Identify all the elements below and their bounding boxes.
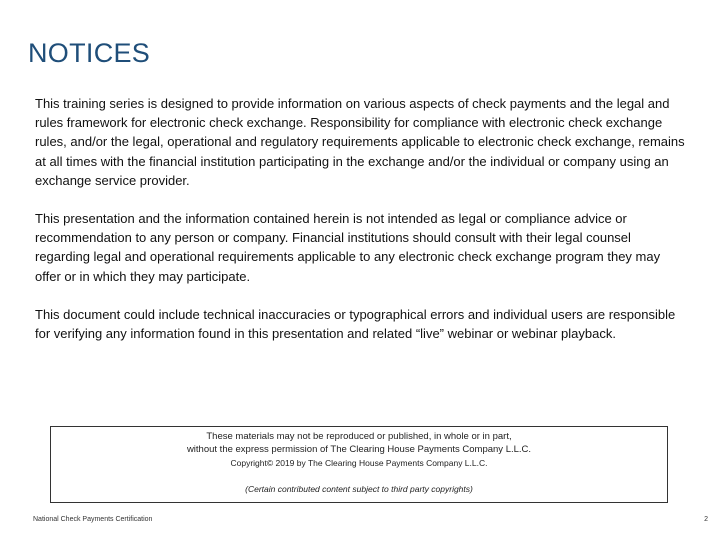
footer-page-number: 2 [704, 516, 708, 523]
copyright-box [50, 426, 668, 503]
slide-title: NOTICES [28, 38, 151, 68]
copyright-line-reproduction: These materials may not be reproduced or published, in whole or in part, [206, 431, 512, 442]
footer-course-name: National Check Payments Certification [33, 516, 153, 523]
notice-paragraph-not-legal-advice: This presentation and the information contained herein is not intended as legal or compliance advice or recommendation to any person or company. Financial institutions should consult with their legal counsel regarding legal and operational requirements applicable to any electronic check exchange program they may offer or in which they may participate. [35, 211, 661, 284]
copyright-line-permission: without the express permission of The Clearing House Payments Company L.L.C. [186, 443, 532, 455]
notice-paragraph-training-series: This training series is designed to provide information on various aspects of check payments and the legal and rules framework for electronic check exchange. Responsibility for compliance with electronic check exchange rules, and/or the legal, operational and regulatory requirements applicable to electronic check exchange, remains at all times with the financial institution participating in the exchange and/or the individual or company using an exchange service provider. [35, 96, 685, 188]
notice-paragraph-inaccuracies: This document could include technical inaccuracies or typographical errors and individual users are responsible for verifying any information found in this presentation and related “live” webinar or webinar playback. [35, 307, 676, 342]
copyright-line-notice: Copyright© 2019 by The Clearing House Payments Company L.L.C. [230, 458, 488, 468]
copyright-line-third-party: (Certain contributed content subject to third party copyrights) [245, 483, 473, 494]
